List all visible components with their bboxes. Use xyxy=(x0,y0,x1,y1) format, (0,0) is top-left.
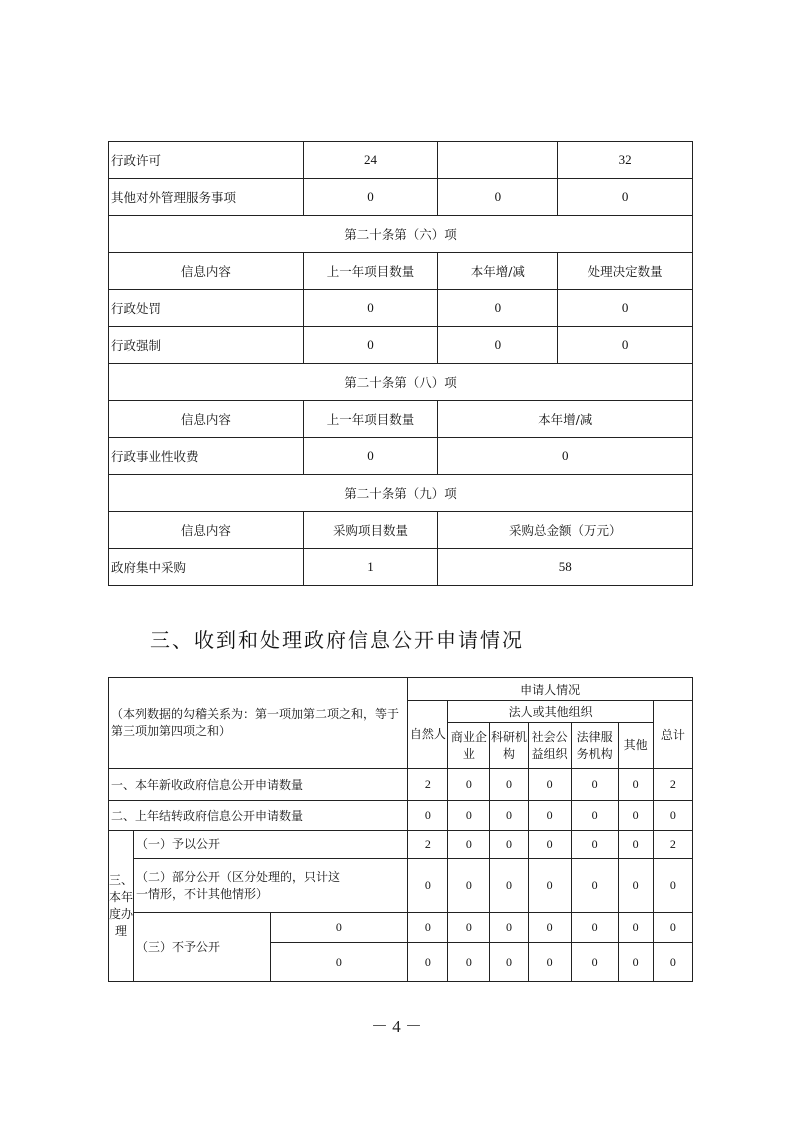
cell-value: 0 xyxy=(490,801,528,831)
cell-value: 0 xyxy=(618,769,653,801)
row-label: （二）部分公开（区分处理的，只计这一情形，不计其他情形） xyxy=(134,859,408,913)
table-row xyxy=(109,142,693,179)
cell-value: 0 xyxy=(490,859,528,913)
column-header: 本年增/减 xyxy=(438,253,558,290)
cell-value: 0 xyxy=(438,179,558,216)
cell-value: 0 xyxy=(448,831,490,859)
column-header: 法律服务机构 xyxy=(571,723,618,769)
cell-value: 0 xyxy=(490,943,528,982)
table-row xyxy=(109,831,693,859)
cell-value: 0 xyxy=(558,179,693,216)
row-label: （一）予以公开 xyxy=(134,831,408,859)
cell-value: 0 xyxy=(558,327,693,364)
column-header: 信息内容 xyxy=(109,253,304,290)
cell-value: 0 xyxy=(528,831,571,859)
cell-value: 0 xyxy=(448,913,490,943)
table-row xyxy=(109,438,693,475)
cell-value: 0 xyxy=(448,943,490,982)
table-row xyxy=(109,179,693,216)
row-label: 政府集中采购 xyxy=(109,549,304,586)
natural-person-header: 自然人 xyxy=(408,701,448,769)
table-row xyxy=(109,801,693,831)
table-row xyxy=(109,290,693,327)
cell-value: 0 xyxy=(571,943,618,982)
cell-value: 58 xyxy=(438,549,693,586)
cell-value: 0 xyxy=(558,290,693,327)
page-number: － 4 － xyxy=(371,1017,422,1036)
cell-value: 0 xyxy=(303,290,438,327)
header-row xyxy=(109,253,693,290)
section-title-row xyxy=(109,216,693,253)
cell-value: 0 xyxy=(303,438,438,475)
column-header: 上一年项目数量 xyxy=(303,401,438,438)
cell-value: 0 xyxy=(653,943,692,982)
cell-value: 0 xyxy=(448,801,490,831)
row-label: （三）不予公开 xyxy=(134,913,271,982)
cell-value: 0 xyxy=(571,801,618,831)
cell-value xyxy=(438,142,558,179)
row-label: 二、上年结转政府信息公开申请数量 xyxy=(109,801,408,831)
header-row xyxy=(109,401,693,438)
cell-value: 2 xyxy=(653,769,692,801)
row-label: 行政处罚 xyxy=(109,290,304,327)
cell-value: 0 xyxy=(303,179,438,216)
cell-value: 0 xyxy=(490,831,528,859)
cell-value: 0 xyxy=(571,859,618,913)
cell-value: 0 xyxy=(653,913,692,943)
section-heading: 三、收到和处理政府信息公开申请情况 xyxy=(150,628,524,652)
cell-value: 0 xyxy=(571,831,618,859)
row-label: 行政强制 xyxy=(109,327,304,364)
cell-value: 1 xyxy=(303,549,438,586)
section-title: 第二十条第（九）项 xyxy=(109,475,693,512)
cell-value: 0 xyxy=(571,769,618,801)
column-header: 社会公益组织 xyxy=(528,723,571,769)
application-table xyxy=(108,677,693,982)
column-header: 处理决定数量 xyxy=(558,253,693,290)
cell-value: 0 xyxy=(528,801,571,831)
cell-value: 0 xyxy=(408,801,448,831)
cell-value: 0 xyxy=(618,859,653,913)
cell-value: 0 xyxy=(528,913,571,943)
cell-value: 24 xyxy=(303,142,438,179)
table-row xyxy=(109,769,693,801)
cell-value: 0 xyxy=(490,913,528,943)
cell-value: 0 xyxy=(438,438,693,475)
cell-value: 2 xyxy=(408,831,448,859)
cell-value: 0 xyxy=(618,943,653,982)
column-header: 信息内容 xyxy=(109,512,304,549)
cell-value: 0 xyxy=(653,859,692,913)
cell-value: 0 xyxy=(408,943,448,982)
cell-value: 0 xyxy=(408,913,448,943)
column-header: 信息内容 xyxy=(109,401,304,438)
cell-value: 0 xyxy=(438,327,558,364)
row-label: 其他对外管理服务事项 xyxy=(109,179,304,216)
cell-value: 0 xyxy=(528,769,571,801)
column-header: 采购总金额（万元） xyxy=(438,512,693,549)
cell-value: 0 xyxy=(528,943,571,982)
cell-value: 0 xyxy=(303,327,438,364)
legal-group-header: 法人或其他组织 xyxy=(448,701,653,723)
cell-value: 0 xyxy=(490,769,528,801)
section-title-row xyxy=(109,475,693,512)
cell-value: 0 xyxy=(448,859,490,913)
table-row xyxy=(109,913,693,943)
section-title: 第二十条第（八）项 xyxy=(109,364,693,401)
cell-value: 32 xyxy=(558,142,693,179)
column-header: 科研机构 xyxy=(490,723,528,769)
column-header: 其他 xyxy=(618,723,653,769)
table-row xyxy=(109,859,693,913)
header-row xyxy=(109,512,693,549)
row-label: 行政事业性收费 xyxy=(109,438,304,475)
total-header: 总计 xyxy=(653,701,692,769)
cell-value: 0 xyxy=(618,913,653,943)
column-header: 本年增/减 xyxy=(438,401,693,438)
cell-value: 0 xyxy=(618,801,653,831)
cell-value: 0 xyxy=(448,769,490,801)
cell-value: 2 xyxy=(653,831,692,859)
sub-cell: 0 xyxy=(270,913,408,943)
cell-value: 0 xyxy=(618,831,653,859)
cell-value: 0 xyxy=(408,859,448,913)
row-label: 行政许可 xyxy=(109,142,304,179)
applicant-header: 申请人情况 xyxy=(408,678,693,701)
section-title: 第二十条第（六）项 xyxy=(109,216,693,253)
header-row xyxy=(109,678,693,701)
column-header: 商业企业 xyxy=(448,723,490,769)
row-label: 一、本年新收政府信息公开申请数量 xyxy=(109,769,408,801)
cell-value: 2 xyxy=(408,769,448,801)
cell-value: 0 xyxy=(528,859,571,913)
note-cell: （本列数据的勾稽关系为：第一项加第二项之和，等于第三项加第四项之和） xyxy=(109,678,408,769)
column-header: 上一年项目数量 xyxy=(303,253,438,290)
table-row xyxy=(109,327,693,364)
table-row xyxy=(109,549,693,586)
cell-value: 0 xyxy=(571,913,618,943)
sub-cell: 0 xyxy=(270,943,408,982)
cell-value: 0 xyxy=(438,290,558,327)
disclosure-table-top xyxy=(108,141,693,586)
column-header: 采购项目数量 xyxy=(303,512,438,549)
section3-label: 三、本年度办理 xyxy=(109,831,134,982)
section-title-row xyxy=(109,364,693,401)
cell-value: 0 xyxy=(653,801,692,831)
